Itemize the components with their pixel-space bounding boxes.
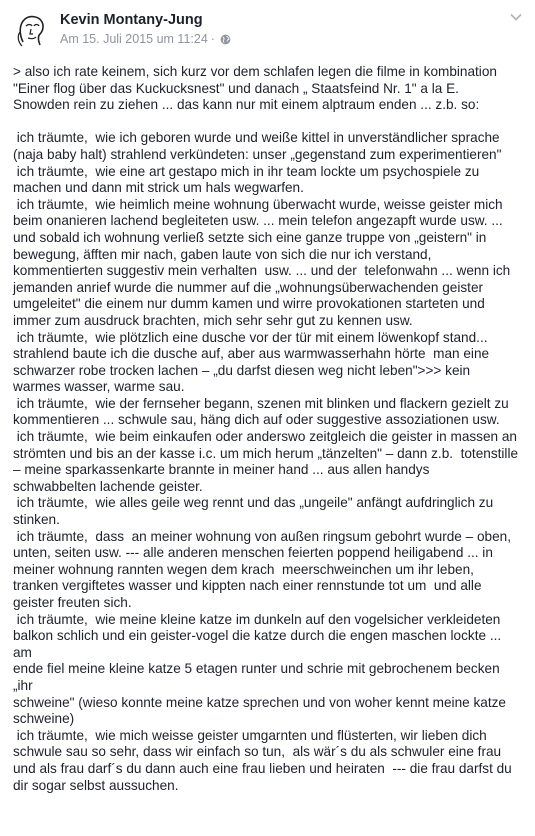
- post-text-line: geister freuten sich.: [13, 595, 132, 610]
- post-text-line: ich träumte, dass an meiner wohnung von außen ringsum gebohrt wurde – oben,: [13, 528, 511, 544]
- meta-separator: ·: [210, 32, 215, 46]
- post-text-line: und als frau darf´s du dann auch eine frau lieben und heiraten --- die frau darfst du: [13, 760, 512, 776]
- post-header: [0, 0, 535, 58]
- author-name[interactable]: Kevin Montany-Jung: [60, 12, 203, 28]
- post-text-line: immer zum ausdruck brachten, mich sehr sehr gut zu kennen usw.: [13, 312, 413, 328]
- post-text-line: – meine sparkassenkarte brannte in meiner hand ... aus allen handys: [13, 462, 430, 478]
- post-text-line: schwarzer robe trocken lachen – „du darfst diesen weg nicht leben">>> kein: [13, 362, 471, 378]
- post-text-line: balkon schlich und ein geister-vogel die katze durch die engen maschen lockte ... am: [13, 628, 505, 660]
- post-text-line: dir sogar selbst aussuchen.: [13, 777, 179, 793]
- post-text-line: "Einer flog über das Kuckucksnest" und danach „ Staatsfeind Nr. 1" a la E.: [13, 80, 459, 96]
- post-text-line: bewegung, äfften mir nach, gaben laute von sich die nur ich verstand,: [13, 246, 432, 262]
- avatar-sketch-icon: [13, 12, 49, 48]
- post-meta: [60, 32, 231, 46]
- post-text-line: ich träumte, wie beim einkaufen oder anderswo zeitgleich die geister in massen an: [13, 429, 517, 445]
- avatar[interactable]: [13, 12, 49, 48]
- post-text-line: machen und dann mit strick um hals wegwarfen.: [13, 180, 304, 196]
- post-text-line: schwabbelten lachende geister.: [13, 478, 203, 494]
- post-text-line: schwule sau so sehr, dass wir einfach so tun, als wär´s du als schwuler eine frau: [13, 744, 502, 760]
- post-text-line: tranken vergiftetes wasser und kippten nach einer rennstunde tot um und alle: [13, 578, 482, 594]
- post-text-line: ich träumte, wie alles geile weg rennt und das „ungeile" anfängt aufdringlich zu: [13, 495, 494, 511]
- post-text-line: strahlend baute ich die dusche auf, aber aus warmwasserhahn hörte man eine: [13, 346, 490, 362]
- chevron-down-icon[interactable]: [509, 10, 523, 24]
- post-text-line: schweine" (wieso konnte meine katze sprechen und von woher kennt meine katze: [13, 694, 506, 710]
- post-text-line: ende fiel meine kleine katze 5 etagen runter und schrie mit gebrochenem becken „ihr: [13, 661, 504, 693]
- post-text-line: beim onanieren lachend begleiteten usw. ... mein telefon angezapft wurde usw. ...: [13, 213, 503, 229]
- post-text-line: ich träumte, wie ich geboren wurde und weiße kittel in unverständlicher sprache: [13, 130, 500, 146]
- post-text-line: jemanden anrief wurde die nummer auf die „wohnungsüberwachenden geister: [13, 279, 484, 295]
- post-text-line: > also ich rate keinem, sich kurz vor dem schlafen legen die filme in kombination: [13, 64, 497, 79]
- post-text-line: meiner wohnung rannten wegen dem krach meerschweinchen um ihr leben,: [13, 561, 474, 577]
- post-text-line: unten, seiten usw. --- alle anderen menschen feierten poppend heiligabend ... in: [13, 545, 493, 561]
- post-text-line: und sobald ich wohnung verließ setzte sich eine ganze truppe von „geistern" in: [13, 229, 487, 245]
- post-text-line: stinken.: [13, 512, 60, 528]
- post-text-line: kommentierten suggestiv mein verhalten usw. ... und der telefonwahn ... wenn ich: [13, 263, 511, 279]
- post-text-line: ich träumte, wie eine art gestapo mich in ihr team lockte um psychospiele zu: [13, 163, 480, 179]
- post-text-line: kommentieren ... schwule sau, häng dich auf oder suggestive assoziationen usw.: [13, 412, 500, 428]
- globe-icon[interactable]: [220, 34, 231, 45]
- post-text-line: strömten und bis an der kasse i.c. um mich herum „tänzelten" – dann z.b. totenstille: [13, 445, 519, 461]
- post-text-line: ich träumte, wie der fernseher begann, szenen mit blinken und flackern gezielt zu: [13, 395, 509, 411]
- post-text-line: umgeleitet" die einem nur dumm kamen und wirre provokationen starteten und: [13, 296, 485, 312]
- post-text-line: [13, 114, 523, 131]
- post-text-line: ich träumte, wie plötzlich eine dusche vor der tür mit einem löwenkopf stand...: [13, 329, 488, 345]
- post-timestamp[interactable]: Am 15. Juli 2015 um 11:24: [60, 32, 208, 46]
- post-text-line: ich träumte, wie meine kleine katze im dunkeln auf den vogelsicher verkleideten: [13, 611, 501, 627]
- post-text-line: warmes wasser, warme sau.: [13, 379, 185, 395]
- post-text-line: (naja baby halt) strahlend verkündeten: unser „gegenstand zum experimentieren": [13, 146, 502, 162]
- post-body: [13, 64, 523, 794]
- post-text-line: Snowden rein zu ziehen ... das kann nur mit einem alptraum enden ... z.b. so:: [13, 97, 480, 113]
- post-text-line: ich träumte, wie mich weisse geister umgarnten und flüsterten, wir lieben dich: [13, 727, 487, 743]
- post-text-line: ich träumte, wie heimlich meine wohnung überwacht wurde, weisse geister mich: [13, 196, 503, 212]
- post-text-line: schweine): [13, 711, 75, 727]
